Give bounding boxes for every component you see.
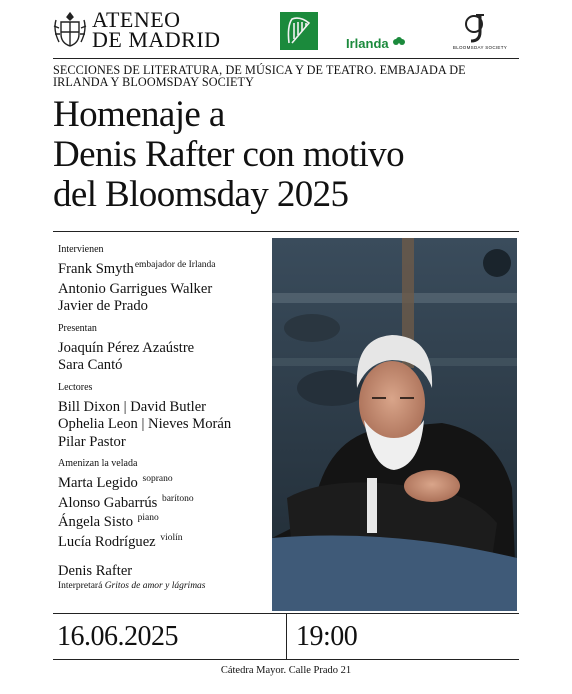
person-role: soprano xyxy=(142,474,173,484)
ateneo-line2: DE MADRID xyxy=(92,27,221,52)
ateneo-logo xyxy=(52,7,232,52)
note-work: Gritos de amor y lágrimas xyxy=(104,580,206,591)
person-name: Frank Smyth xyxy=(58,261,134,277)
musician xyxy=(58,495,273,515)
event-venue: Cátedra Mayor. Calle Prado 21 xyxy=(220,665,352,676)
harp-logo xyxy=(280,12,318,50)
bloomsday-caption: BLOOMSDAY SOCIETY xyxy=(452,45,508,50)
person-name: Lucía Rodríguez xyxy=(58,533,156,550)
person-role: embajador de Irlanda xyxy=(134,260,216,270)
readers-line: Ophelia Leon | Nieves Morán xyxy=(58,416,232,432)
section-amenizan xyxy=(58,458,273,553)
speaker xyxy=(58,298,273,316)
section-lectores xyxy=(58,382,273,452)
featured-name: Denis Rafter xyxy=(58,563,133,579)
event-time: 19:00 xyxy=(296,621,358,652)
organizers-line: SECCIONES DE LITERATURA, DE MÚSICA Y DE TEATRO. EMBAJADA DE IRLANDA Y BLOOMSDAY SOCIETY xyxy=(53,63,466,89)
presenter: Joaquín Pérez Azaústre xyxy=(58,339,195,356)
featured-note xyxy=(58,581,273,592)
note-prefix: Interpretará xyxy=(58,580,105,591)
footer-bottom-rule xyxy=(53,659,519,660)
section-intervienen xyxy=(58,244,273,316)
shamrock-icon xyxy=(392,37,406,49)
ateneo-line1: ATENEO xyxy=(92,7,181,32)
presenter: Sara Cantó xyxy=(58,357,123,373)
person-role: barítono xyxy=(161,493,194,504)
bloomsday-monogram-icon xyxy=(460,12,500,44)
section-label: Presentan xyxy=(58,322,97,334)
musician xyxy=(58,475,273,495)
section-presentan xyxy=(58,323,273,375)
section-label: Intervienen xyxy=(58,244,104,255)
section-label: Lectores xyxy=(58,381,93,393)
coat-of-arms-icon xyxy=(52,10,88,50)
person-name: Javier de Prado xyxy=(58,298,148,314)
ateneo-wordmark xyxy=(92,7,221,52)
portrait-illustration xyxy=(272,238,517,611)
readers-line: Pilar Pastor xyxy=(58,433,126,450)
bloomsday-logo xyxy=(450,12,510,54)
header-rule xyxy=(53,58,519,59)
irlanda-wordmark: Irlanda xyxy=(346,36,389,51)
irlanda-logo xyxy=(346,36,406,51)
section-featured xyxy=(58,563,273,592)
readers-line: Bill Dixon | David Butler xyxy=(58,398,207,415)
musician xyxy=(58,534,273,554)
portrait-photo xyxy=(272,238,517,611)
section-label: Amenizan la velada xyxy=(58,458,138,469)
musician xyxy=(58,514,273,534)
person-name: Antonio Garrigues Walker xyxy=(58,280,213,297)
person-role: piano xyxy=(137,513,159,523)
person-name: Alonso Gabarrús xyxy=(58,494,158,511)
person-role: violín xyxy=(160,532,183,543)
title-rule xyxy=(53,231,519,232)
event-date: 16.06.2025 xyxy=(57,621,178,652)
program-list xyxy=(58,244,273,599)
title-line1: Homenaje a xyxy=(53,94,225,135)
footer-divider xyxy=(286,613,287,660)
speaker xyxy=(58,261,273,281)
harp-icon xyxy=(280,12,318,50)
title-line3: del Bloomsday 2025 xyxy=(53,174,349,215)
person-name: Marta Legido xyxy=(58,475,138,491)
speaker xyxy=(58,281,273,299)
title-line2: Denis Rafter con motivo xyxy=(53,134,404,175)
event-title xyxy=(53,95,533,215)
person-name: Ángela Sisto xyxy=(58,514,133,530)
